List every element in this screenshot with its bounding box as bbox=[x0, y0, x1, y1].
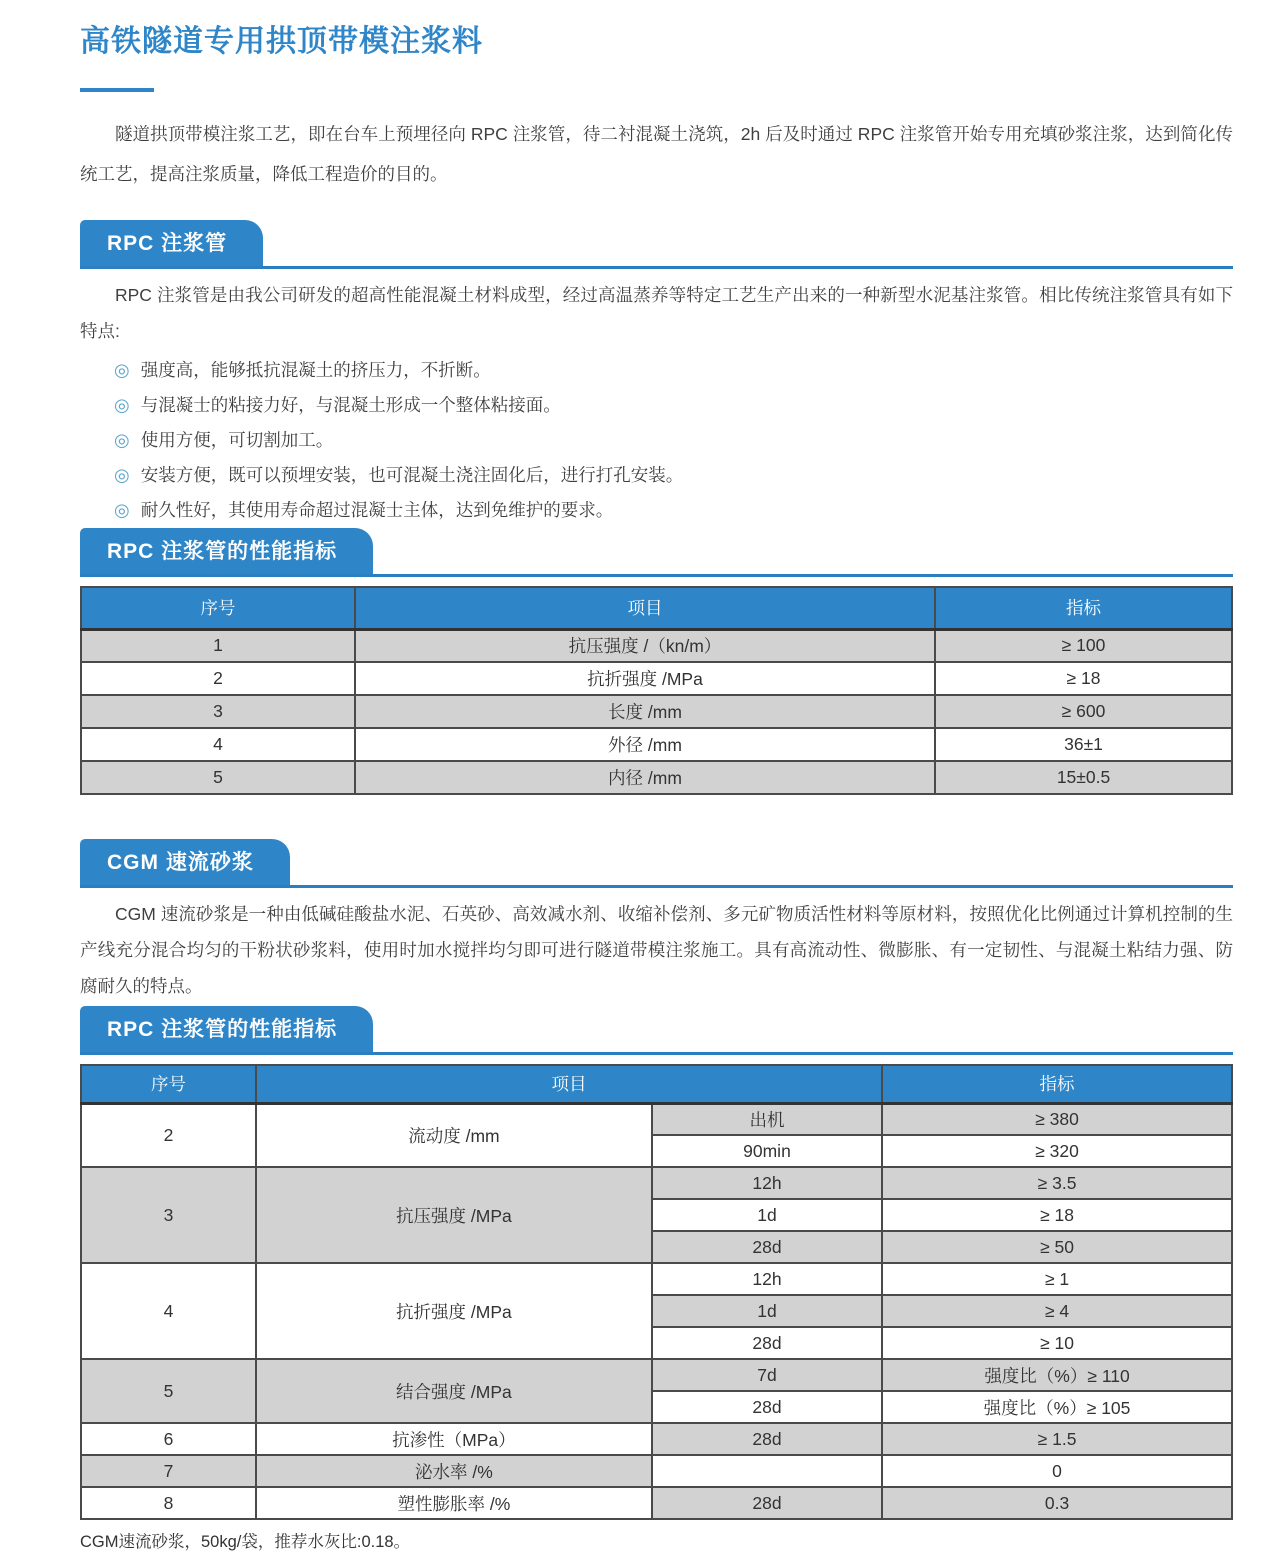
cell-condition: 1d bbox=[652, 1199, 882, 1231]
section-header-row-cgm-specs bbox=[80, 1006, 1233, 1055]
cell-item: 内径 /mm bbox=[355, 761, 935, 794]
cell-condition: 28d bbox=[652, 1231, 882, 1263]
column-header-value: 指标 bbox=[882, 1065, 1232, 1103]
bullseye-bullet-icon: ◎ bbox=[114, 500, 130, 520]
bullseye-bullet-icon: ◎ bbox=[114, 465, 130, 485]
cell-value: ≥ 50 bbox=[882, 1231, 1232, 1263]
cell-value: 0.3 bbox=[882, 1487, 1232, 1519]
bullseye-bullet-icon: ◎ bbox=[114, 360, 130, 380]
cell-no: 4 bbox=[81, 1263, 256, 1359]
table-row bbox=[81, 1455, 1232, 1487]
cell-value: ≥ 4 bbox=[882, 1295, 1232, 1327]
table-row bbox=[81, 629, 1232, 662]
cell-no: 4 bbox=[81, 728, 355, 761]
cell-condition: 12h bbox=[652, 1167, 882, 1199]
table-row bbox=[81, 1103, 1232, 1135]
cell-condition: 28d bbox=[652, 1487, 882, 1519]
rpc-pipe-paragraph: RPC 注浆管是由我公司研发的超高性能混凝土材料成型，经过高温蒸养等特定工艺生产出来的一种新型水泥基注浆管。相比传统注浆管具有如下特点: bbox=[80, 285, 1233, 341]
cell-no: 5 bbox=[81, 761, 355, 794]
cell-item: 抗折强度 /MPa bbox=[355, 662, 935, 695]
cell-value: 强度比（%）≥ 110 bbox=[882, 1359, 1232, 1391]
cell-condition: 12h bbox=[652, 1263, 882, 1295]
table-row bbox=[81, 695, 1232, 728]
section-header-row-rpc-pipe bbox=[80, 220, 1233, 269]
cell-value: ≥ 320 bbox=[882, 1135, 1232, 1167]
intro-paragraph: 隧道拱顶带模注浆工艺，即在台车上预埋径向 RPC 注浆管，待二衬混凝土浇筑，2h 后及时通过 RPC 注浆管开始专用充填砂浆注浆，达到简化传统工艺，提高注浆质量，降低工程造价的目的。 bbox=[80, 124, 1233, 184]
cell-no: 3 bbox=[81, 1167, 256, 1263]
cell-no: 7 bbox=[81, 1455, 256, 1487]
title-underline bbox=[80, 88, 154, 92]
footer-note: CGM速流砂浆，50kg/袋，推荐水灰比:0.18。 bbox=[80, 1533, 411, 1551]
cell-condition: 90min bbox=[652, 1135, 882, 1167]
cell-value: ≥ 1 bbox=[882, 1263, 1232, 1295]
list-item-text: 使用方便，可切割加工。 bbox=[140, 430, 334, 450]
section-tab-cgm-specs: RPC 注浆管的性能指标 bbox=[80, 1006, 373, 1052]
rpc-performance-table bbox=[80, 586, 1233, 795]
cell-no: 6 bbox=[81, 1423, 256, 1455]
cell-item: 抗渗性（MPa） bbox=[256, 1423, 652, 1455]
cell-value: 36±1 bbox=[935, 728, 1232, 761]
cell-value: ≥ 10 bbox=[882, 1327, 1232, 1359]
cell-condition: 28d bbox=[652, 1391, 882, 1423]
cell-item: 外径 /mm bbox=[355, 728, 935, 761]
cell-no: 5 bbox=[81, 1359, 256, 1423]
section-header-row-cgm bbox=[80, 839, 1233, 888]
list-item bbox=[114, 458, 1233, 493]
table-row bbox=[81, 662, 1232, 695]
table-header-row bbox=[81, 587, 1232, 629]
cell-condition: 1d bbox=[652, 1295, 882, 1327]
cell-value: ≥ 600 bbox=[935, 695, 1232, 728]
cell-condition: 28d bbox=[652, 1423, 882, 1455]
column-header-item: 项目 bbox=[355, 587, 935, 629]
cgm-performance-table bbox=[80, 1064, 1233, 1520]
column-header-no: 序号 bbox=[81, 587, 355, 629]
section-tab-cgm: CGM 速流砂浆 bbox=[80, 839, 290, 885]
list-item-text: 强度高，能够抵抗混凝土的挤压力，不折断。 bbox=[140, 360, 491, 380]
cell-value: ≥ 18 bbox=[882, 1199, 1232, 1231]
table-row bbox=[81, 1263, 1232, 1295]
cell-no: 2 bbox=[81, 662, 355, 695]
cell-value: 15±0.5 bbox=[935, 761, 1232, 794]
cgm-paragraph: CGM 速流砂浆是一种由低碱硅酸盐水泥、石英砂、高效减水剂、收缩补偿剂、多元矿物质活性材料等原材料，按照优化比例通过计算机控制的生产线充分混合均匀的干粉状砂浆料，使用时加水搅拌均匀即可进行隧道带模注浆施工。具有高流动性、微膨胀、有一定韧性、与混凝土粘结力强、防腐耐久的特点。 bbox=[80, 904, 1233, 996]
cell-item: 抗压强度 /MPa bbox=[256, 1167, 652, 1263]
cell-value: ≥ 380 bbox=[882, 1103, 1232, 1135]
table-row bbox=[81, 728, 1232, 761]
list-item-text: 耐久性好，其使用寿命超过混凝士主体，达到免维护的要求。 bbox=[140, 500, 614, 520]
list-item bbox=[114, 423, 1233, 458]
cell-value: ≥ 100 bbox=[935, 629, 1232, 662]
section-header-row-rpc-specs bbox=[80, 528, 1233, 577]
cell-item: 抗压强度 /（kn/m） bbox=[355, 629, 935, 662]
cell-item: 结合强度 /MPa bbox=[256, 1359, 652, 1423]
cell-item: 塑性膨胀率 /% bbox=[256, 1487, 652, 1519]
cell-value: ≥ 18 bbox=[935, 662, 1232, 695]
table-row bbox=[81, 1167, 1232, 1199]
list-item bbox=[114, 388, 1233, 423]
section-tab-rpc-pipe: RPC 注浆管 bbox=[80, 220, 263, 266]
list-item-text: 安装方便，既可以预埋安装，也可混凝土浇注固化后，进行打孔安装。 bbox=[140, 465, 684, 485]
cell-value: 0 bbox=[882, 1455, 1232, 1487]
table-row bbox=[81, 1359, 1232, 1391]
column-header-no: 序号 bbox=[81, 1065, 256, 1103]
cell-value: ≥ 1.5 bbox=[882, 1423, 1232, 1455]
cell-item: 长度 /mm bbox=[355, 695, 935, 728]
bullseye-bullet-icon: ◎ bbox=[114, 395, 130, 415]
table-header-row bbox=[81, 1065, 1232, 1103]
table-row bbox=[81, 761, 1232, 794]
cell-condition: 出机 bbox=[652, 1103, 882, 1135]
cell-no: 3 bbox=[81, 695, 355, 728]
cell-value: 强度比（%）≥ 105 bbox=[882, 1391, 1232, 1423]
column-header-value: 指标 bbox=[935, 587, 1232, 629]
cell-condition bbox=[652, 1455, 882, 1487]
cell-condition: 7d bbox=[652, 1359, 882, 1391]
column-header-item: 项目 bbox=[256, 1065, 882, 1103]
cell-value: ≥ 3.5 bbox=[882, 1167, 1232, 1199]
list-item bbox=[114, 493, 1233, 528]
list-item-text: 与混凝士的粘接力好，与混凝土形成一个整体粘接面。 bbox=[140, 395, 561, 415]
cell-condition: 28d bbox=[652, 1327, 882, 1359]
page-title: 高铁隧道专用拱顶带模注浆料 bbox=[80, 25, 483, 58]
cell-item: 泌水率 /% bbox=[256, 1455, 652, 1487]
cell-item: 流动度 /mm bbox=[256, 1103, 652, 1167]
list-item bbox=[114, 353, 1233, 388]
rpc-feature-list bbox=[80, 353, 1233, 528]
cell-item: 抗折强度 /MPa bbox=[256, 1263, 652, 1359]
cell-no: 2 bbox=[81, 1103, 256, 1167]
cell-no: 1 bbox=[81, 629, 355, 662]
table-row bbox=[81, 1487, 1232, 1519]
table-row bbox=[81, 1423, 1232, 1455]
cell-no: 8 bbox=[81, 1487, 256, 1519]
section-tab-rpc-specs: RPC 注浆管的性能指标 bbox=[80, 528, 373, 574]
bullseye-bullet-icon: ◎ bbox=[114, 430, 130, 450]
